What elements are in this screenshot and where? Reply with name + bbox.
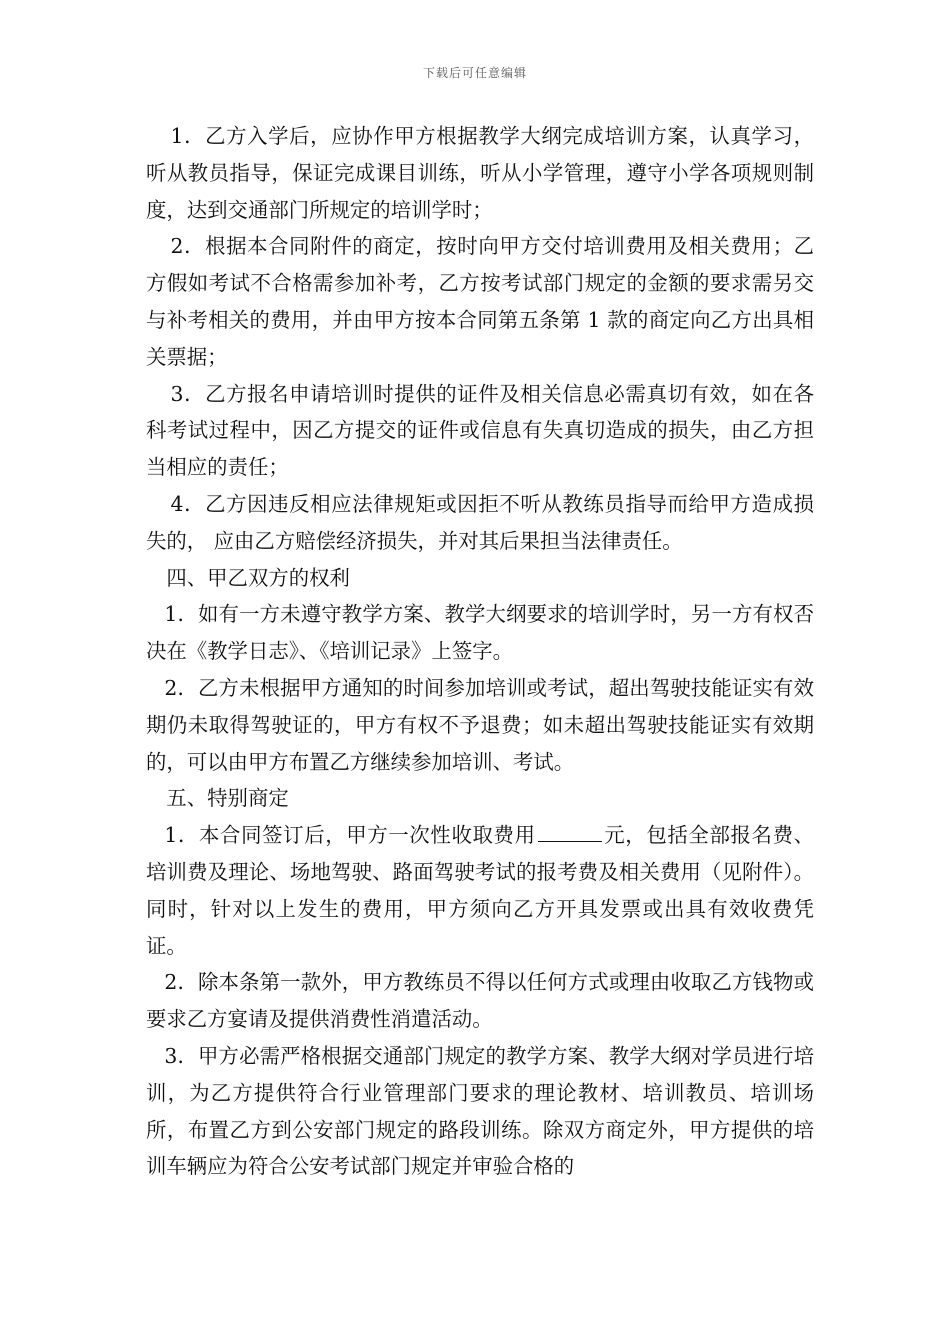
fee-amount-blank[interactable] xyxy=(538,819,602,842)
page-header: 下载后可任意编辑 xyxy=(422,66,527,80)
paragraph-special-3: 3．甲方必需严格根据交通部门规定的教学方案、教学大纲对学员进行培训，为乙方提供符合行业管理部门要求的理论教材、培训教员、培训场所，布置乙方到公安部门规定的路段训练。除双方商定外，甲方提供的培训车辆应为符合公安考试部门规定并审验合格的 xyxy=(146,1043,814,1179)
paragraph-rights-2: 2．乙方未根据甲方通知的时间参加培训或考试，超出驾驶技能证实有效期仍未取得驾驶证的，甲方有权不予退费；如未超出驾驶技能证实有效期的，可以由甲方布置乙方继续参加培训、考试。 xyxy=(146,675,814,774)
paragraph-special-2: 2．除本条第一款外，甲方教练员不得以任何方式或理由收取乙方钱物或要求乙方宴请及提供消费性消遣活动。 xyxy=(146,970,814,1032)
paragraph-obligation-1: 1．乙方入学后，应协作甲方根据教学大纲完成培训方案，认真学习，听从教员指导，保证完成课目训练，听从小学管理，遵守小学各项规则制度，达到交通部门所规定的培训学时； xyxy=(146,124,814,222)
paragraph-special-1 xyxy=(146,817,814,964)
paragraph-obligation-3: 3．乙方报名申请培训时提供的证件及相关信息必需真切有效，如在各科考试过程中，因乙方提交的证件或信息有失真切造成的损失，由乙方担当相应的责任； xyxy=(146,381,814,480)
paragraph-rights-1: 1．如有一方未遵守教学方案、教学大纲要求的培训学时，另一方有权否决在《教学日志》、《培训记录》上签字。 xyxy=(146,602,814,664)
fee-text-after: 元，包括全部报名费、培训费及理论、场地驾驶、路面驾驶考试的报考费及相关费用（见附件）。同时，针对以上发生的费用，甲方须向乙方开具发票或出具有效收费凭证。 xyxy=(146,823,814,958)
document-body xyxy=(146,118,814,1185)
paragraph-obligation-4: 4．乙方因违反相应法律规矩或因拒不听从教练员指导而给甲方造成损失的， 应由乙方赔偿经济损失，并对其后果担当法律责任。 xyxy=(146,491,814,553)
section-heading-special: 五、特别商定 xyxy=(166,786,289,811)
paragraph-obligation-2: 2．根据本合同附件的商定，按时向甲方交付培训费用及相关费用；乙方假如考试不合格需参加补考，乙方按考试部门规定的金额的要求需另交与补考相关的费用，并由甲方按本合同第五条第 1 款的商定向乙方出具相关票据； xyxy=(146,234,814,369)
section-heading-rights: 四、甲乙双方的权利 xyxy=(166,565,350,590)
fee-text-before: 1．本合同签订后，甲方一次性收取费用 xyxy=(164,823,536,848)
